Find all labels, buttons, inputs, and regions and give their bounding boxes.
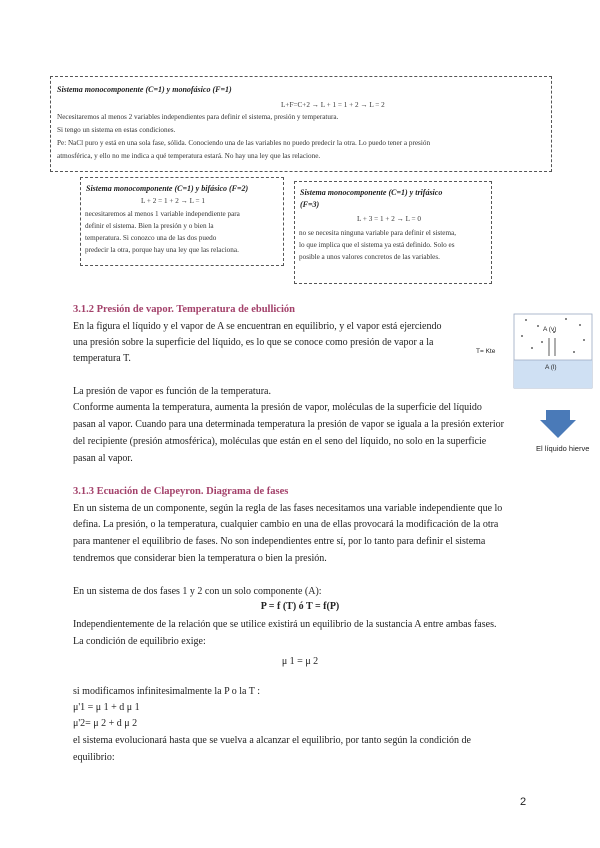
- box-formula: L+F=C+2 → L + 1 = 1 + 2 → L = 2: [281, 101, 385, 109]
- paragraph-line: La presión de vapor es función de la temperatura.: [73, 386, 271, 397]
- box-line: posible a unos valores concretos de las variables.: [299, 253, 440, 261]
- box-title: Sistema monocomponente (C=1) y monofásico (F=1): [57, 85, 232, 94]
- section-heading-3-1-3: 3.1.3 Ecuación de Clapeyron. Diagrama de fases: [73, 486, 289, 497]
- container-diagram: [476, 312, 598, 442]
- page-number: 2: [520, 796, 527, 808]
- box-line: Pe: NaCl puro y está en una sola fase, sólida. Conociendo una de las variables no puedo predecir la otra. Lo puedo tener a presión: [57, 139, 431, 147]
- box-line: definir el sistema. Bien la presión y o bien la: [85, 222, 214, 230]
- paragraph-line: si modificamos infinitesimalmente la P o la T :: [73, 686, 261, 697]
- paragraph-line: una presión sobre la superficie del líquido, es lo que se conoce como presión de vapor a la: [73, 337, 434, 348]
- paragraph-line: pasan al vapor.: [73, 453, 133, 464]
- box-line: no se necesita ninguna variable para definir el sistema,: [299, 229, 457, 237]
- equation-line: μ'1 = μ 1 + d μ 1: [73, 702, 140, 713]
- temperature-label: T= Kte: [476, 348, 496, 355]
- info-box-bifasico: [80, 177, 284, 266]
- paragraph-line: tendremos que considerar bien la temperatura o bien la presión.: [73, 553, 327, 564]
- paragraph-line: Conforme aumenta la temperatura, aumenta la presión de vapor, moléculas de la superficie del líquido: [73, 402, 482, 413]
- box-formula: L + 2 = 1 + 2 → L = 1: [141, 197, 205, 205]
- paragraph-line: defina. La presión, o la temperatura, cualquier cambio en una de ellas provocará la modificación de la otra: [73, 519, 499, 530]
- paragraph-line: La condición de equilibrio exige:: [73, 636, 206, 647]
- equation-mu-equal: μ 1 = μ 2: [281, 656, 319, 667]
- paragraph-line: pasan al vapor. Cuando para una determinada temperatura la presión de vapor se iguala a la presión exterior: [73, 419, 504, 430]
- equation-line: μ'2= μ 2 + d μ 2: [73, 718, 138, 729]
- box-line: lo que implica que el sistema ya está definido. Solo es: [299, 241, 455, 249]
- paragraph-line: el sistema evolucionará hasta que se vuelva a alcanzar el equilibrio, por tanto según la condición de: [73, 735, 471, 746]
- vapor-pressure-figure: [476, 312, 598, 442]
- paragraph-line: del recipiente (presión atmosférica), moléculas que están en el seno del líquido, no solo en la superficie: [73, 436, 487, 447]
- section-heading-3-1-2: 3.1.2 Presión de vapor. Temperatura de ebullición: [73, 304, 295, 315]
- box-line: temperatura. Si conozco una de las dos puedo: [85, 234, 217, 242]
- box-line: necesitaremos al menos 1 variable independiente para: [85, 210, 240, 218]
- box-line: Si tengo un sistema en estas condiciones.: [57, 126, 176, 134]
- paragraph-line: En un sistema de dos fases 1 y 2 con un solo componente (A):: [73, 586, 322, 597]
- paragraph-line: equilibrio:: [73, 752, 115, 763]
- info-box-trifasico: [294, 181, 492, 284]
- info-box-monofasico: [50, 76, 552, 172]
- equation-p-f-t: P = f (T) ó T = f(P): [260, 601, 340, 612]
- paragraph-line: para mantener el equilibrio de fases. No son independientes entre sí, por lo tanto para definir el sistema: [73, 536, 486, 547]
- box-line: atmosférica, y ello no me indica a qué temperatura estará. No hay una ley que las relacione.: [57, 152, 321, 160]
- paragraph-line: Independientemente de la relación que se utilice existirá un equilibrio de la sustancia A entre ambas fases.: [73, 619, 497, 630]
- box-line: predecir la otra, porque hay una ley que las relaciona.: [85, 246, 239, 254]
- paragraph-line: En un sistema de un componente, según la regla de las fases necesitamos una variable independiente que lo: [73, 503, 503, 514]
- box-title-cont: (F=3): [300, 200, 320, 209]
- box-formula: L + 3 = 1 + 2 → L = 0: [357, 215, 421, 223]
- box-title: Sistema monocomponente (C=1) y bifásico (F=2): [86, 184, 249, 193]
- liquid-label: A (l): [545, 364, 557, 371]
- box-title: Sistema monocomponente (C=1) y trifásico: [300, 188, 443, 197]
- paragraph-line: En la figura el líquido y el vapor de A se encuentran en equilibrio, y el vapor está ejerciendo: [73, 321, 442, 332]
- figure-caption: El líquido hierve: [536, 444, 590, 453]
- vapor-label: A (v): [543, 326, 557, 333]
- paragraph-line: temperatura T.: [73, 353, 131, 364]
- box-line: Necesitaremos al menos 2 variables independientes para definir el sistema, presión y temperatura.: [57, 113, 339, 121]
